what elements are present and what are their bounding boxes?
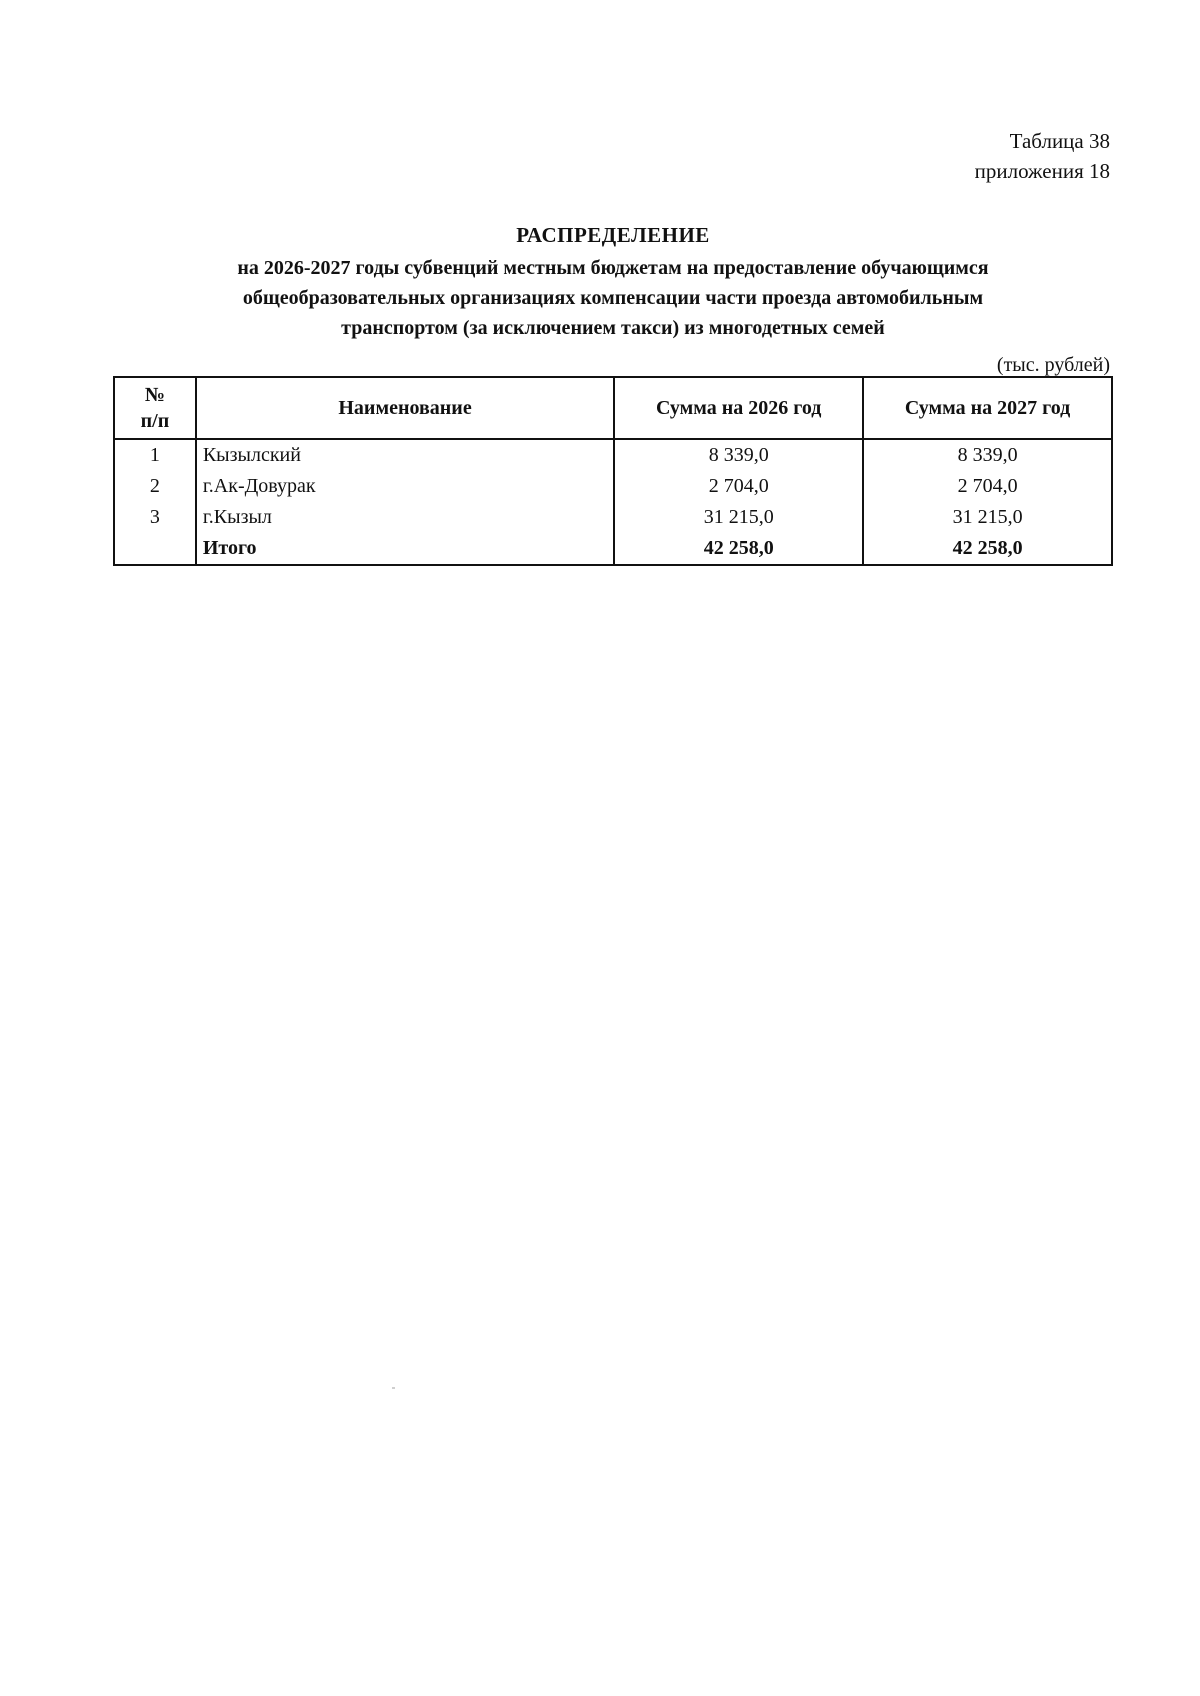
table-header-row: [114, 377, 1112, 439]
table-reference: [975, 126, 1110, 186]
table-row: [114, 439, 1112, 471]
row-sum-2026: 31 215,0: [614, 502, 863, 533]
row-sum-2027: 31 215,0: [863, 502, 1112, 533]
header-sum-2026: Сумма на 2026 год: [614, 377, 863, 439]
title-block: [113, 220, 1113, 343]
row-name: г.Ак-Довурак: [196, 471, 614, 502]
row-number: 3: [114, 502, 196, 533]
row-name: г.Кызыл: [196, 502, 614, 533]
total-label: Итого: [196, 533, 614, 565]
header-name: Наименование: [196, 377, 614, 439]
row-sum-2027: 8 339,0: [863, 439, 1112, 471]
table-row: [114, 502, 1112, 533]
document-title: РАСПРЕДЕЛЕНИЕ: [516, 223, 710, 247]
row-number: 1: [114, 439, 196, 471]
row-sum-2027: 2 704,0: [863, 471, 1112, 502]
table-label: Таблица 38: [1009, 129, 1110, 153]
total-number-empty: [114, 533, 196, 565]
header-number: [114, 377, 196, 439]
document-subtitle-line-3: транспортом (за исключением такси) из многодетных семей: [341, 317, 885, 339]
document-subtitle-line-2: общеобразовательных организациях компенсации части проезда автомобильным: [242, 287, 984, 309]
row-name: Кызылский: [196, 439, 614, 471]
header-number-symbol: №: [144, 384, 165, 406]
header-number-abbr: п/п: [140, 410, 170, 432]
total-row: [114, 533, 1112, 565]
appendix-label: приложения 18: [974, 159, 1110, 183]
table-row: [114, 471, 1112, 502]
row-sum-2026: 8 339,0: [614, 439, 863, 471]
scan-speck: [392, 1387, 395, 1389]
total-sum-2026: 42 258,0: [614, 533, 863, 565]
total-sum-2027: 42 258,0: [863, 533, 1112, 565]
row-number: 2: [114, 471, 196, 502]
header-sum-2027: Сумма на 2027 год: [863, 377, 1112, 439]
row-sum-2026: 2 704,0: [614, 471, 863, 502]
document-subtitle-line-1: на 2026-2027 годы субвенций местным бюджетам на предоставление обучающимся: [237, 257, 989, 279]
units-label: (тыс. рублей): [996, 354, 1110, 376]
distribution-table: [113, 376, 1113, 566]
